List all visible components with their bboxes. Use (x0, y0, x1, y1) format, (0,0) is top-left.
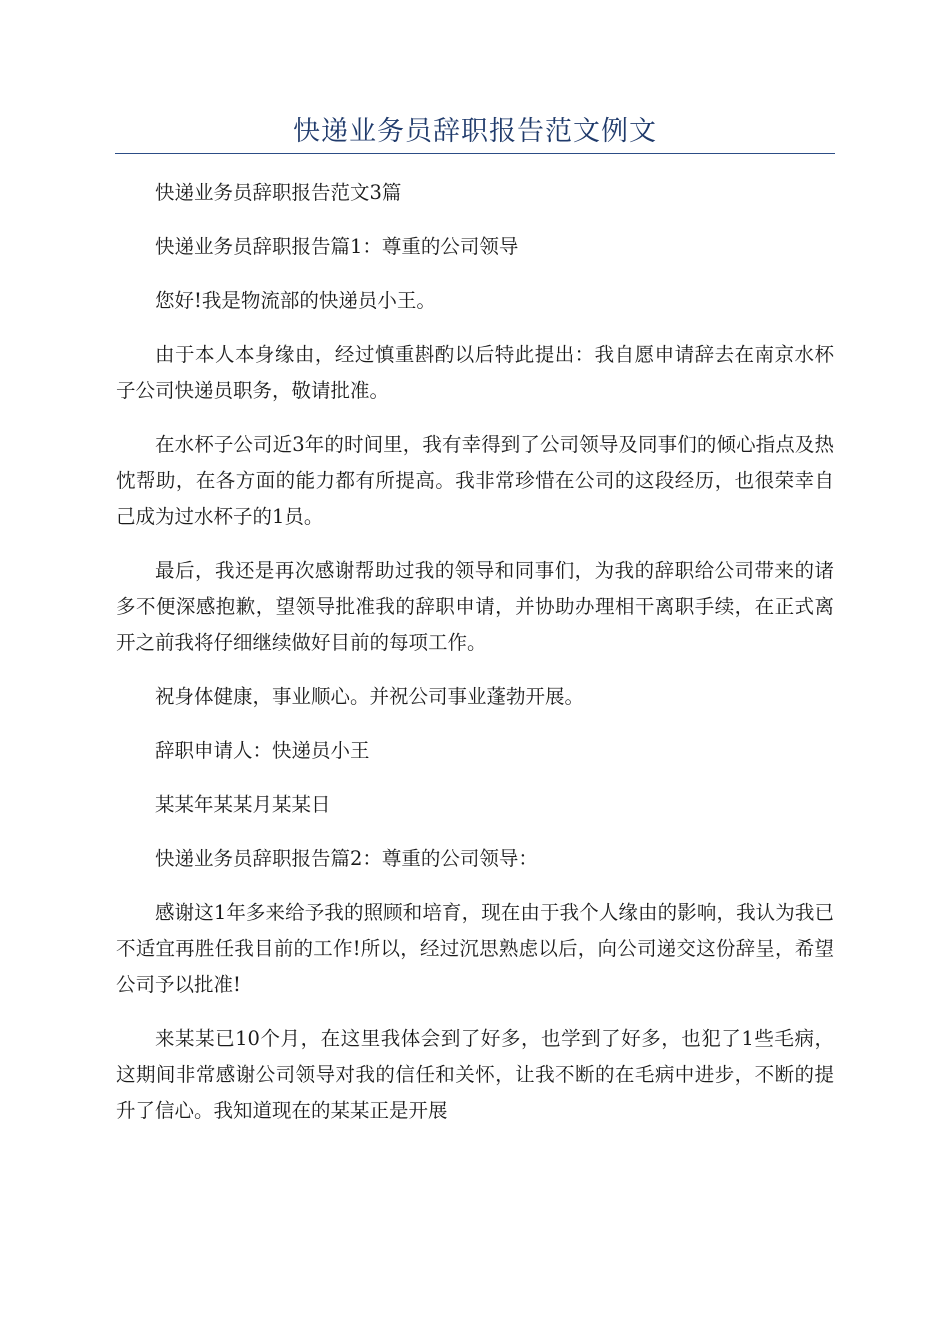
paragraph: 由于本人本身缘由，经过慎重斟酌以后特此提出：我自愿申请辞去在南京水杯子公司快递员职务，敬请批准。 (116, 343, 834, 402)
document-title: 快递业务员辞职报告范文例文 (293, 116, 657, 147)
paragraph: 感谢这1年多来给予我的照顾和培育，现在由于我个人缘由的影响，我认为我已不适宜再胜任我目前的工作!所以，经过沉思熟虑以后，向公司递交这份辞呈，希望公司予以批准! (116, 901, 834, 996)
paragraph: 最后，我还是再次感谢帮助过我的领导和同事们，为我的辞职给公司带来的诸多不便深感抱歉，望领导批准我的辞职申请，并协助办理相干离职手续，在正式离开之前我将仔细继续做好目前的每项工作。 (116, 559, 834, 654)
paragraph: 在水杯子公司近3年的时间里，我有幸得到了公司领导及同事们的倾心指点及热忱帮助，在各方面的能力都有所提高。我非常珍惜在公司的这段经历，也很荣幸自己成为过水杯子的1员。 (116, 433, 834, 528)
paragraph-signature: 辞职申请人：快递员小王 (155, 739, 370, 762)
title-underline (115, 153, 835, 154)
paragraph: 您好!我是物流部的快递员小王。 (155, 289, 436, 312)
paragraph-section-1-heading: 快递业务员辞职报告篇1：尊重的公司领导 (155, 235, 519, 258)
paragraph-heading: 快递业务员辞职报告范文3篇 (155, 181, 402, 204)
paragraph-date: 某某年某某月某某日 (155, 793, 331, 816)
document-body (116, 175, 834, 1147)
paragraph-closing: 祝身体健康，事业顺心。并祝公司事业蓬勃开展。 (155, 685, 585, 708)
paragraph: 来某某已10个月，在这里我体会到了好多，也学到了好多，也犯了1些毛病，这期间非常感谢公司领导对我的信任和关怀，让我不断的在毛病中进步，不断的提升了信心。我知道现在的某某正是开展 (116, 1027, 834, 1122)
paragraph-section-2-heading: 快递业务员辞职报告篇2：尊重的公司领导： (155, 847, 538, 870)
